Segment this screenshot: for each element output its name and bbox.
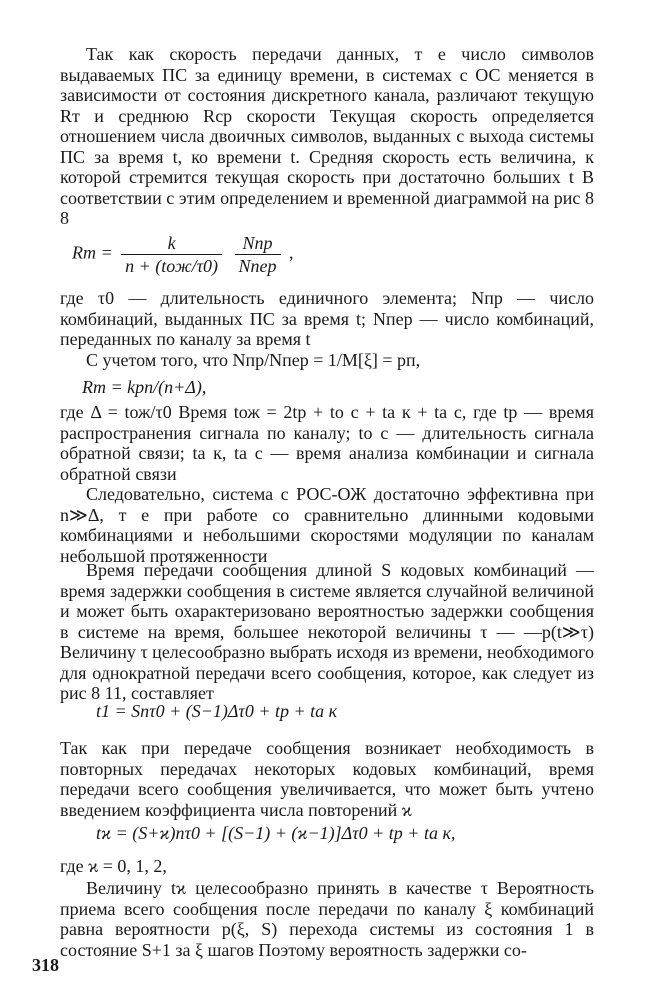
paragraph-text: Так как скорость передачи данных, т е число символов выдаваемых ПС за единицу времени, в системах с ОС меняется в зависимости от состояния дискретного канала, различают текущую Rт и среднюю Rср скорости Текущая скорость определяется отношением числа двоичных символов, выданных с выхода системы ПС за время t, ко времени t. Средняя скорость есть величина, к которой стремится текущая скорость при достаточно больших t В соответствии с этим определением и временной диаграммой на рис 8 8 — [60, 44, 594, 228]
paragraph-4 — [60, 402, 594, 484]
paragraph-text: Следовательно, система с РОС-ОЖ достаточно эффективна при n≫Δ, т е при работе со сравнительно длинными кодовыми комбинациями и небольшими скоростями модуляции по каналам небольшой протяженности — [60, 484, 594, 566]
fraction-numerator: Nпр — [235, 232, 281, 255]
formula-lhs: Rт = — [72, 242, 113, 263]
paragraph-text: где Δ = tож/τ0 Время tож = 2tр + tо с + tа к + tа с, где tр — время распространения сигнала по каналу; tо с — длительность сигнала обратной связи; tа к, tа с — время анализа комбинации и сигнала обратной связи — [60, 402, 594, 484]
paragraph-text: Время передачи сообщения длиной S кодовых комбинаций — время задержки сообщения в системе является случайной величиной и может быть охарактеризовано вероятностью задержки сообщения в системе на время, большее некоторой величины τ — —p(t≫τ) Величину τ целесообразно выбрать исходя из времени, необходимого для однократной передачи всего сообщения, которое, как следует из рис 8 11, составляет — [60, 560, 594, 703]
page-number: 318 — [32, 955, 59, 975]
paragraph-8 — [60, 856, 594, 877]
formula-rate-simplified: Rт = kpп/(n+Δ), — [82, 377, 207, 397]
paragraph-text: Величину tϰ целесообразно принять в качестве τ Вероятность приема всего сообщения после передачи по каналу ξ комбинаций равна вероятности p(ξ, S) перехода системы из состояния 1 в состояние S+1 за ξ шагов Поэтому вероятность задержки со- — [60, 878, 594, 960]
paragraph-text: где ϰ = 0, 1, 2, — [60, 856, 167, 876]
fraction-2 — [235, 232, 281, 277]
formula-t1: t1 = Snτ0 + (S−1)Δτ0 + tр + tа к — [96, 701, 338, 721]
paragraph-9 — [60, 878, 594, 960]
paragraph-6 — [60, 560, 594, 704]
paragraph-text: С учетом того, что Nпр/Nпер = 1/M[ξ] = pп, — [86, 350, 421, 370]
paragraph-text: Так как при передаче сообщения возникает необходимость в повторных передачах некоторых кодовых комбинаций, время передачи всего сообщения увеличивается, что может быть учтено введением коэффициента числа повторений ϰ — [60, 738, 594, 820]
paragraph-text: где τ0 — длительность единичного элемента; Nпр — число комбинаций, выданных ПС за время t; Nпер — число комбинаций, переданных по каналу за время t — [60, 288, 594, 349]
fraction-numerator: k — [121, 232, 222, 255]
formula-tail: , — [289, 242, 294, 263]
paragraph-3 — [60, 350, 594, 371]
fraction-denominator: n + (tож/τ0) — [125, 256, 219, 276]
fraction-1 — [121, 232, 222, 277]
paragraph-5 — [60, 484, 594, 566]
paragraph-7 — [60, 738, 594, 820]
formula-tkappa: tϰ = (S+ϰ)nτ0 + [(S−1) + (ϰ−1)]Δτ0 + tр + tа к, — [96, 823, 456, 843]
fraction-denominator: Nпер — [238, 256, 277, 276]
paragraph-2 — [60, 288, 594, 350]
paragraph-1 — [60, 44, 594, 229]
formula-current-rate — [72, 232, 294, 277]
